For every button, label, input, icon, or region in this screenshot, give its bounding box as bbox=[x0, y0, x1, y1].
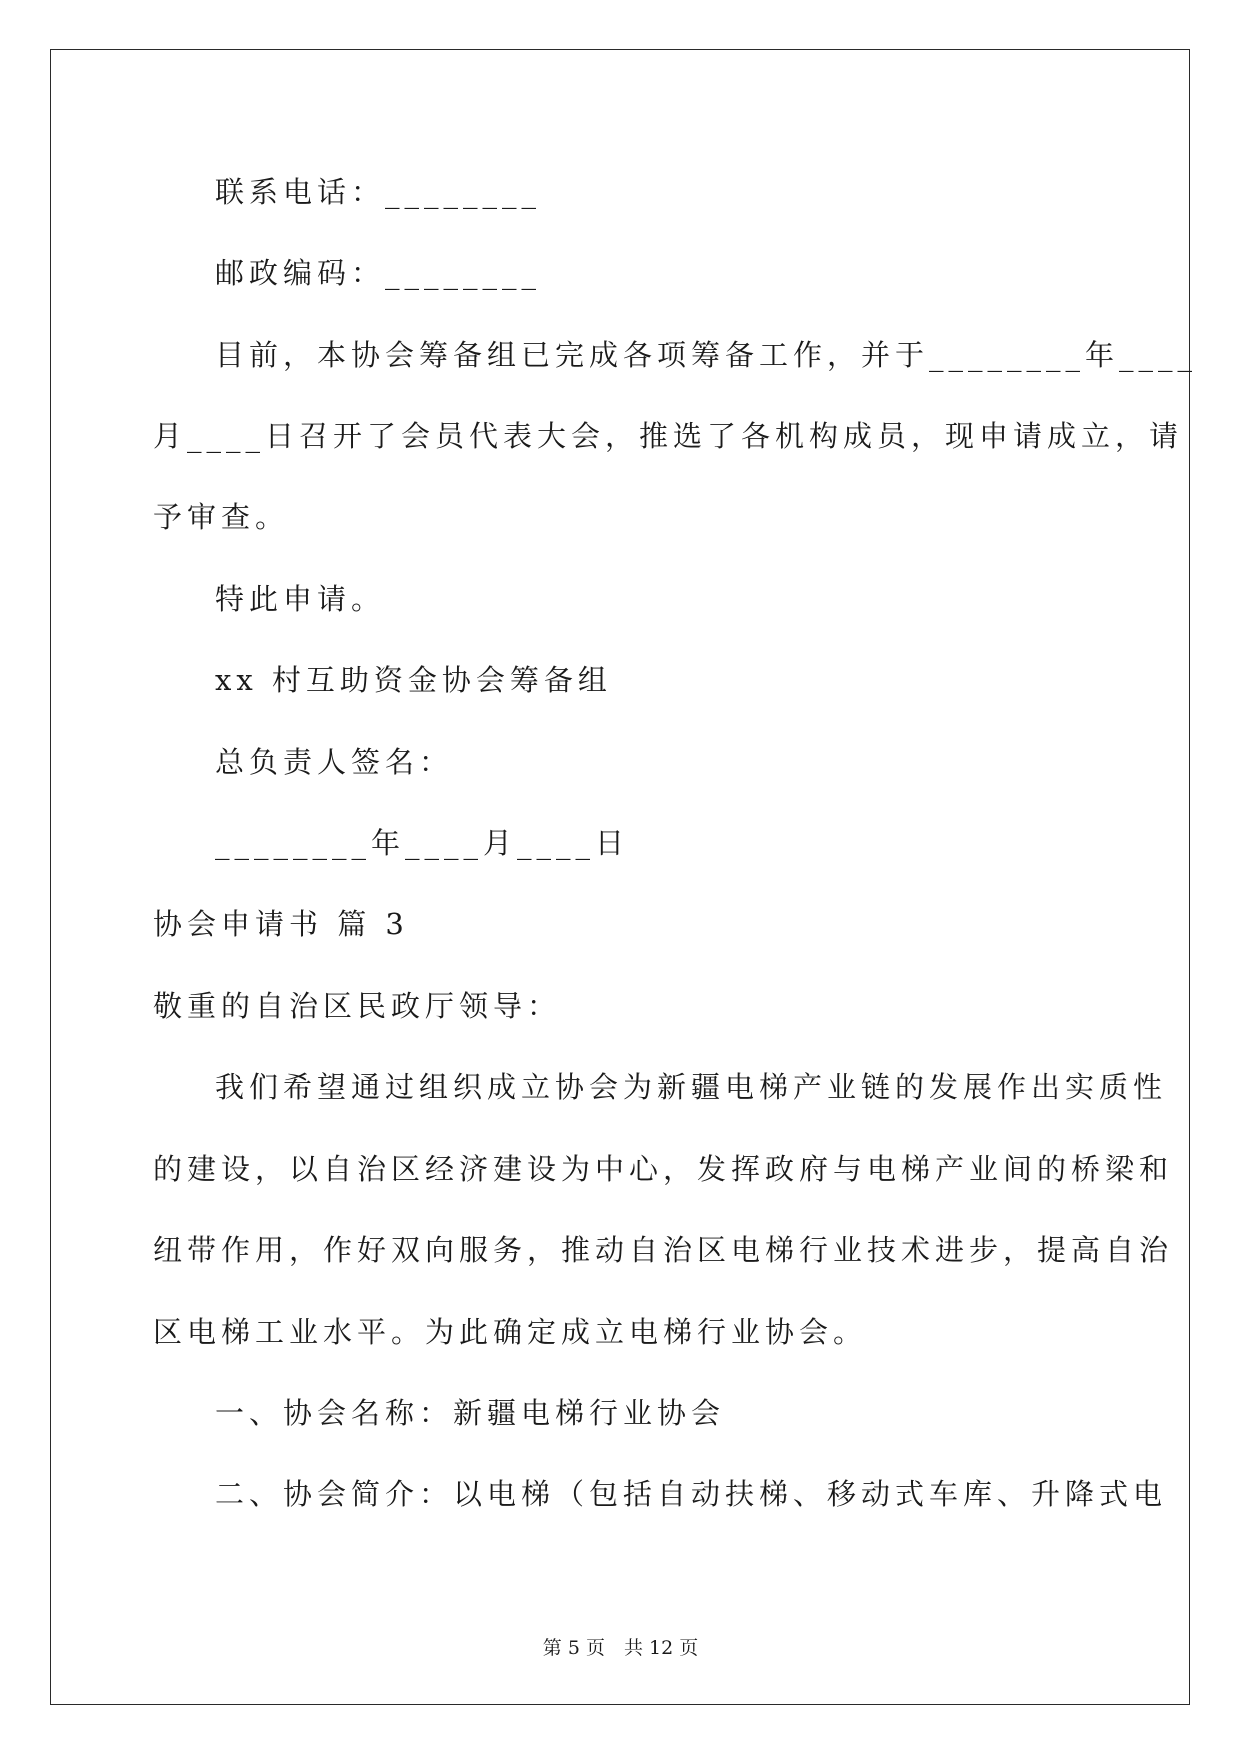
paragraph-line: 目前，本协会筹备组已完成各项筹备工作，并于________年____ bbox=[215, 338, 1198, 372]
contact-phone-line: 联系电话：________ bbox=[215, 175, 542, 209]
date-line: ________年____月____日 bbox=[215, 826, 630, 860]
page-number-footer: 第 5 页 共 12 页 bbox=[542, 1637, 699, 1659]
paragraph-line: 区电梯工业水平。为此确定成立电梯行业协会。 bbox=[153, 1315, 868, 1349]
paragraph-line: 予审查。 bbox=[153, 500, 290, 534]
signature-line: 总负责人签名： bbox=[215, 745, 454, 779]
section-heading: 协会申请书 篇 3 bbox=[153, 907, 409, 941]
list-item: 一、协会名称：新疆电梯行业协会 bbox=[215, 1396, 726, 1430]
postal-code-line: 邮政编码：________ bbox=[215, 256, 542, 290]
page-border bbox=[50, 49, 1190, 1705]
paragraph-line: 月____日召开了会员代表大会，推选了各机构成员，现申请成立，请 bbox=[153, 419, 1184, 453]
paragraph-line: 纽带作用，作好双向服务，推动自治区电梯行业技术进步，提高自治 bbox=[153, 1233, 1174, 1267]
list-item: 二、协会简介：以电梯（包括自动扶梯、移动式车库、升降式电 bbox=[215, 1477, 1168, 1511]
closing-line: 特此申请。 bbox=[215, 582, 386, 616]
paragraph-line: 我们希望通过组织成立协会为新疆电梯产业链的发展作出实质性 bbox=[215, 1070, 1168, 1104]
paragraph-line: 的建设，以自治区经济建设为中心，发挥政府与电梯产业间的桥梁和 bbox=[153, 1152, 1174, 1186]
salutation: 敬重的自治区民政厅领导： bbox=[153, 989, 562, 1023]
organization-name: xx 村互助资金协会筹备组 bbox=[215, 663, 612, 697]
